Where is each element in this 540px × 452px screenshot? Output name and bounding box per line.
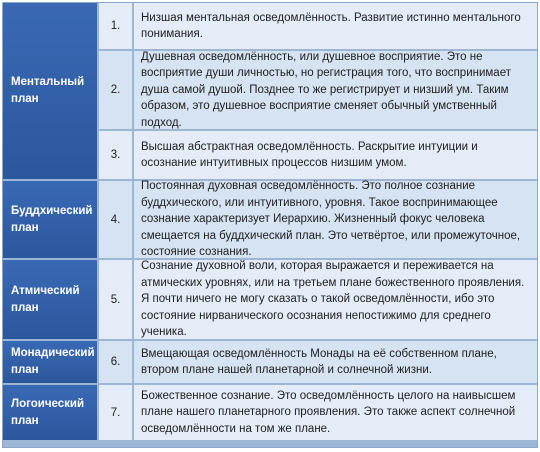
row-number: 7. (99, 385, 132, 440)
row-description-text: Высшая абстрактная осведомлённость. Раскрытие интуиции и осознание интуитивных процессов низшим умом. (141, 140, 478, 169)
plane-label-buddhic (3, 181, 97, 258)
row-number: 1. (99, 3, 132, 49)
row-description (134, 131, 537, 179)
consciousness-table (2, 2, 538, 448)
plane-label-line: план (11, 221, 39, 234)
plane-label-line: Монадический (11, 347, 95, 359)
row-description-text: Божественное сознание. Это осведомлённость целого на наивысшем плане нашего планетарного проявления. Это также аспект солнечной осведомлённости на том же плане. (141, 389, 516, 435)
plane-label-line: план (11, 414, 39, 427)
row-description-text: Низшая ментальная осведомлённость. Развитие истинно ментального понимания. (141, 11, 521, 40)
plane-label-mental (3, 3, 97, 179)
row-number: 3. (99, 131, 132, 179)
row-number: 6. (99, 341, 132, 383)
plane-label-line: Атмический (11, 284, 80, 297)
row-description-text: Душевная осведомлённость, или душевное восприятие. Это не восприятие души личностью, но регистрация того, что воспринимает душа самой душой. Позднее то же регистрирует и низший ум. Таким образом, это душевное восприятие сменяет обычный умственный подход. (141, 50, 511, 129)
row-number: 2. (99, 51, 132, 129)
plane-label-line: Ментальный (11, 76, 85, 88)
plane-label-logoic (3, 385, 97, 440)
row-description (134, 260, 537, 339)
plane-label-line: план (11, 364, 39, 376)
row-description (134, 181, 537, 258)
row-description-text: Постоянная духовная осведомлённость. Это полное сознание буддхического, или интуитивного, уровня. Такое воспринимающее сознание характеризует Иерархию. Жизненный фокус человека смещается на буддхический план. Это четвёртое, или промежуточное, состояние сознания. (141, 180, 521, 259)
plane-label-line: план (11, 93, 39, 105)
row-description (134, 385, 537, 440)
row-description-text: Вмещающая осведомлённость Монады на её собственном плане, втором плане нашей планетарной и солнечной жизни. (141, 347, 497, 376)
row-description-text: Сознание духовной воли, которая выражается и переживается на атмических уровнях, или на третьем плане божественного проявления. Я почти ничего не могу сказать о такой осведомлённости, ибо это состояние нирванического осознания непостижимо для среднего ученика. (141, 260, 525, 339)
row-description (134, 3, 537, 49)
row-number: 5. (99, 260, 132, 339)
row-number: 4. (99, 181, 132, 258)
plane-label-atmic (3, 260, 97, 339)
plane-label-line: план (11, 301, 39, 314)
plane-label-line: Логоический (11, 397, 85, 410)
row-description (134, 51, 537, 129)
row-description (134, 341, 537, 383)
plane-label-line: Буддхический (11, 204, 93, 217)
plane-label-monadic (3, 341, 97, 383)
